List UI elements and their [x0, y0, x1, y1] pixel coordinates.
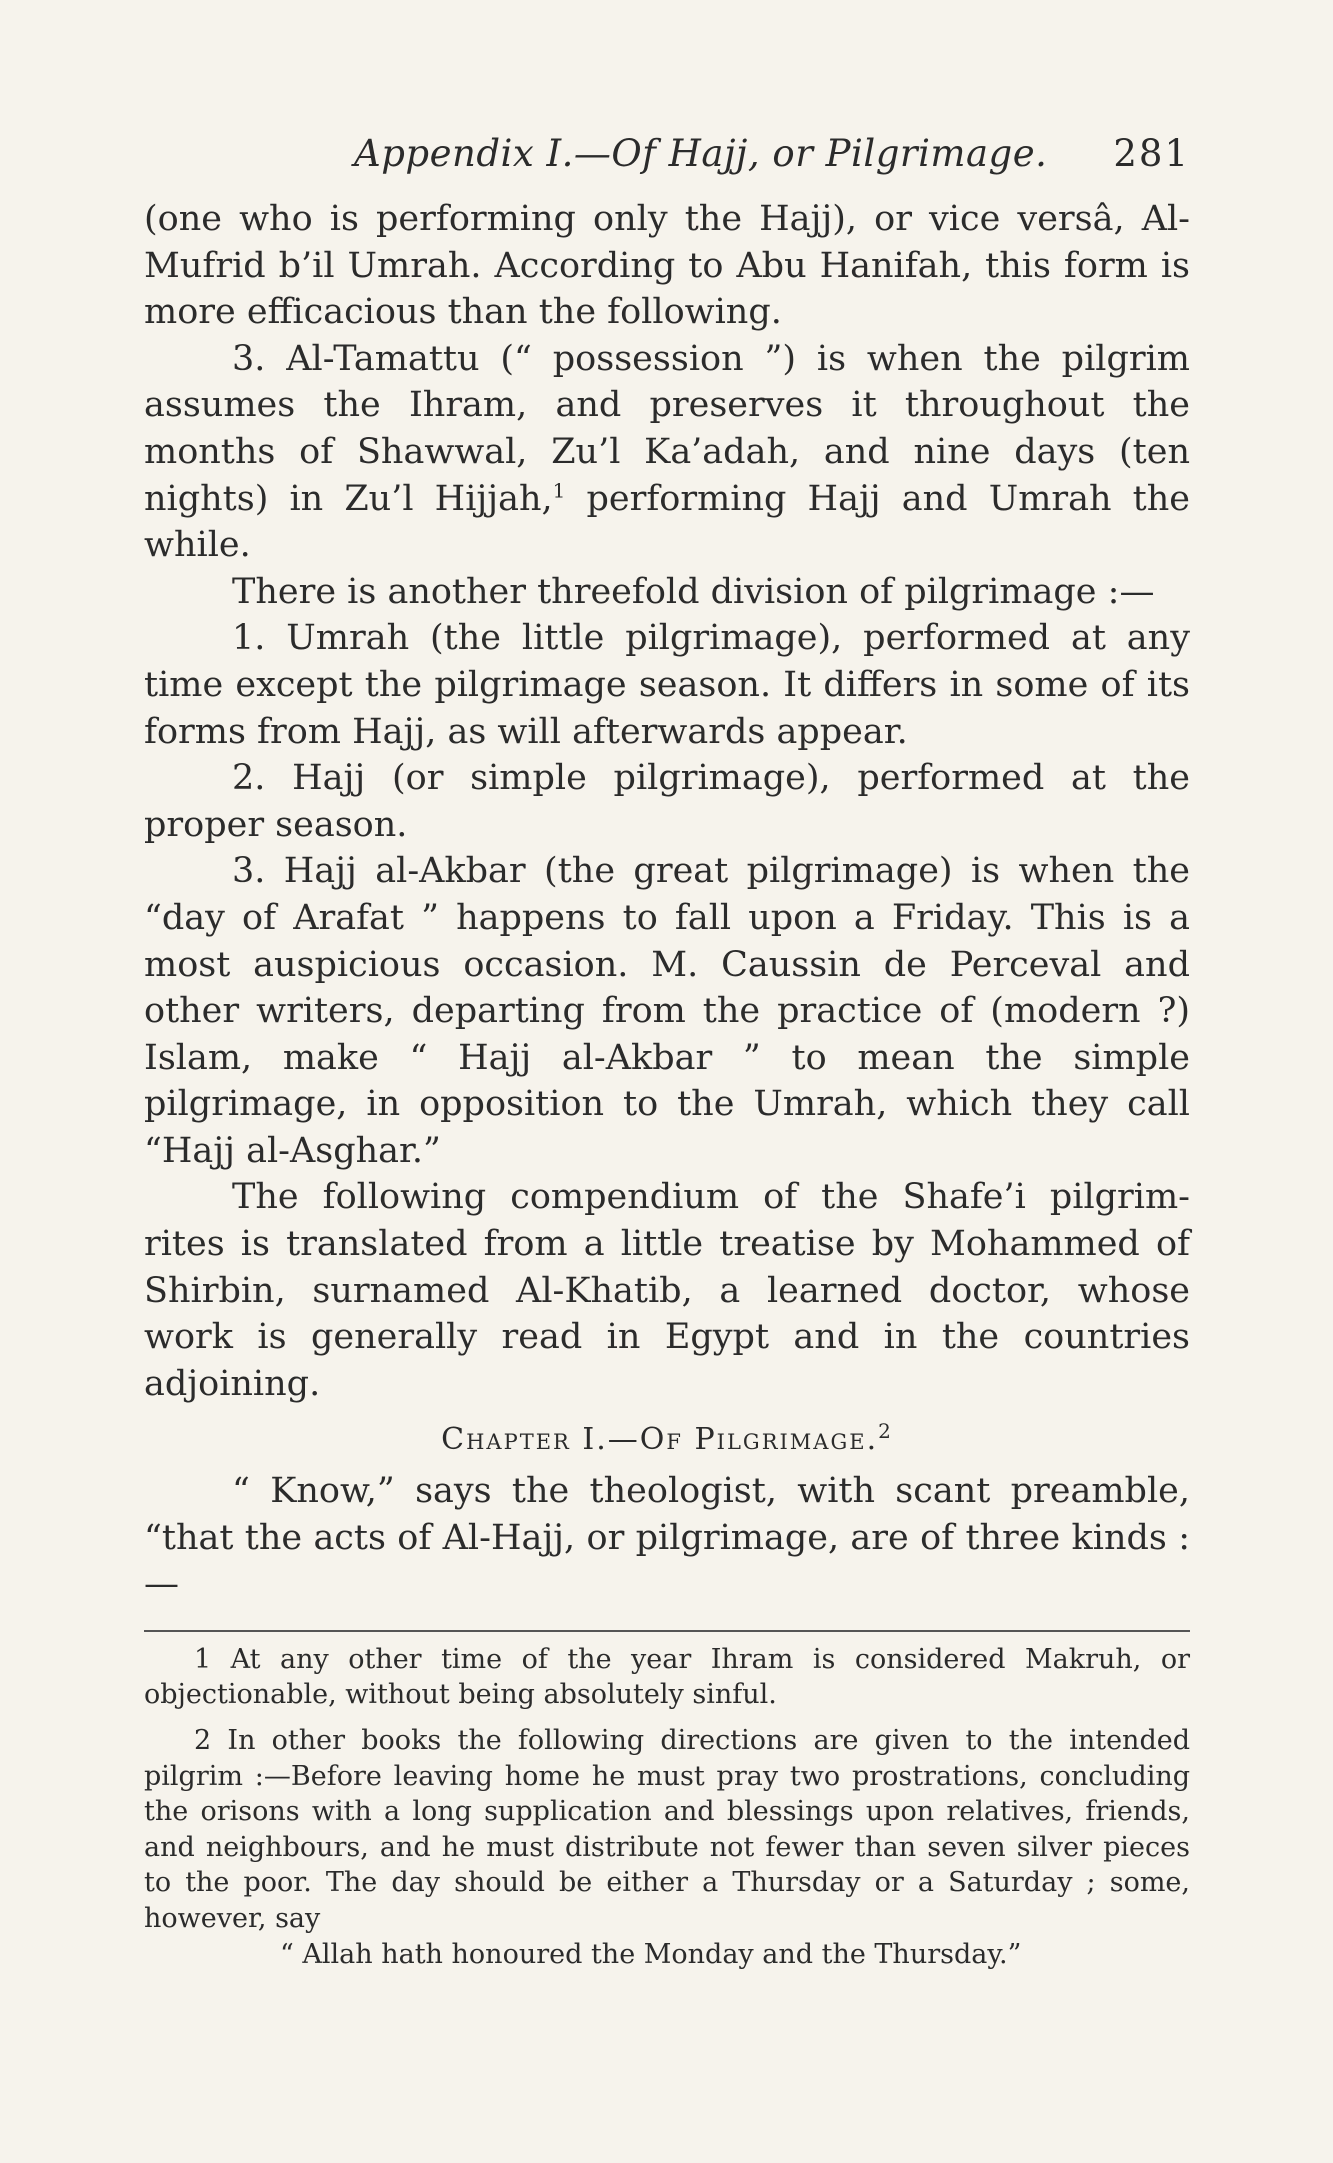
- footnote-divider: [144, 1630, 1190, 1632]
- paragraph-tamattu: [144, 336, 1190, 569]
- paragraph-continuation: (one who is performing only the Hajj), or vice versâ, Al-Mufrid b’il Umrah. According to Abu Hanifah, this form is more efficacious than the following.: [144, 199, 1190, 333]
- footnote-2-verse: “ Allah hath honoured the Monday and the Thursday.”: [280, 1938, 1022, 1970]
- book-page: [144, 128, 1190, 1972]
- page-number: 281: [1113, 132, 1190, 175]
- footnote-2: 2 In other books the following directions are given to the intended pilgrim :—Before leaving home he must pray two prostrations, concluding the orisons with a long supplication and blessings upon relatives, friends, and neighbours, and he must distribute not fewer than seven silver pieces to the poor. The day should be either a Thursday or a Saturday ; some, however, say: [144, 1725, 1190, 1934]
- main-text: [144, 196, 1190, 1608]
- paragraph-umrah: 1. Umrah (the little pilgrimage), performed at any time except the pilgrimage season. It differs in some of its forms from Hajj, as will afterwards appear.: [144, 618, 1190, 752]
- paragraph-hajj-akbar: 3. Hajj al-Akbar (the great pilgrimage) is when the “day of Arafat ” happens to fall upon a Friday. This is a most auspicious occasion. M. Caussin de Perceval and other writers, departing from the practice of (modern ?) Islam, make “ Hajj al-Akbar ” to mean the simple pilgrimage, in opposition to the Umrah, which they call “Hajj al-Asghar.”: [144, 851, 1190, 1171]
- running-header: [144, 128, 1190, 188]
- paragraph-threefold: There is another threefold division of pilgrimage :—: [232, 571, 1155, 612]
- running-title: Appendix I.—Of Hajj, or Pilgrimage.: [354, 132, 1048, 175]
- chapter-heading: [144, 1417, 1190, 1464]
- paragraph-tamattu-text: 3. Al-Tamattu (“ possession ”) is when the pilgrim assumes the Ihram, and preserves it throughout the months of Shawwal, Zu’l Ka’adah, and nine days (ten nights) in Zu’l Hijjah,: [144, 338, 1190, 519]
- paragraph-know: “ Know,” says the theologist, with scant preamble, “that the acts of Al-Hajj, or pilgrimage, are of three kinds :—: [144, 1471, 1190, 1605]
- footnotes: [144, 1642, 1190, 1972]
- paragraph-tamattu-end: performing Hajj and Umrah the while.: [144, 478, 1190, 566]
- paragraph-compendium: The following compendium of the Shafe’i pilgrim-rites is translated from a little treatise by Mohammed of Shirbin, surnamed Al-Khatib, a learned doctor, whose work is generally read in Egypt and in the countries adjoining.: [144, 1177, 1190, 1404]
- footnote-ref-2: 2: [878, 1419, 893, 1444]
- paragraph-hajj: 2. Hajj (or simple pilgrimage), performed at the proper season.: [144, 758, 1190, 845]
- footnote-1: 1 At any other time of the year Ihram is considered Makruh, or objectionable, without being absolutely sinful.: [144, 1643, 1190, 1711]
- footnote-ref-1: 1: [552, 477, 566, 502]
- chapter-title: Chapter I.—Of Pilgrimage.: [441, 1422, 879, 1458]
